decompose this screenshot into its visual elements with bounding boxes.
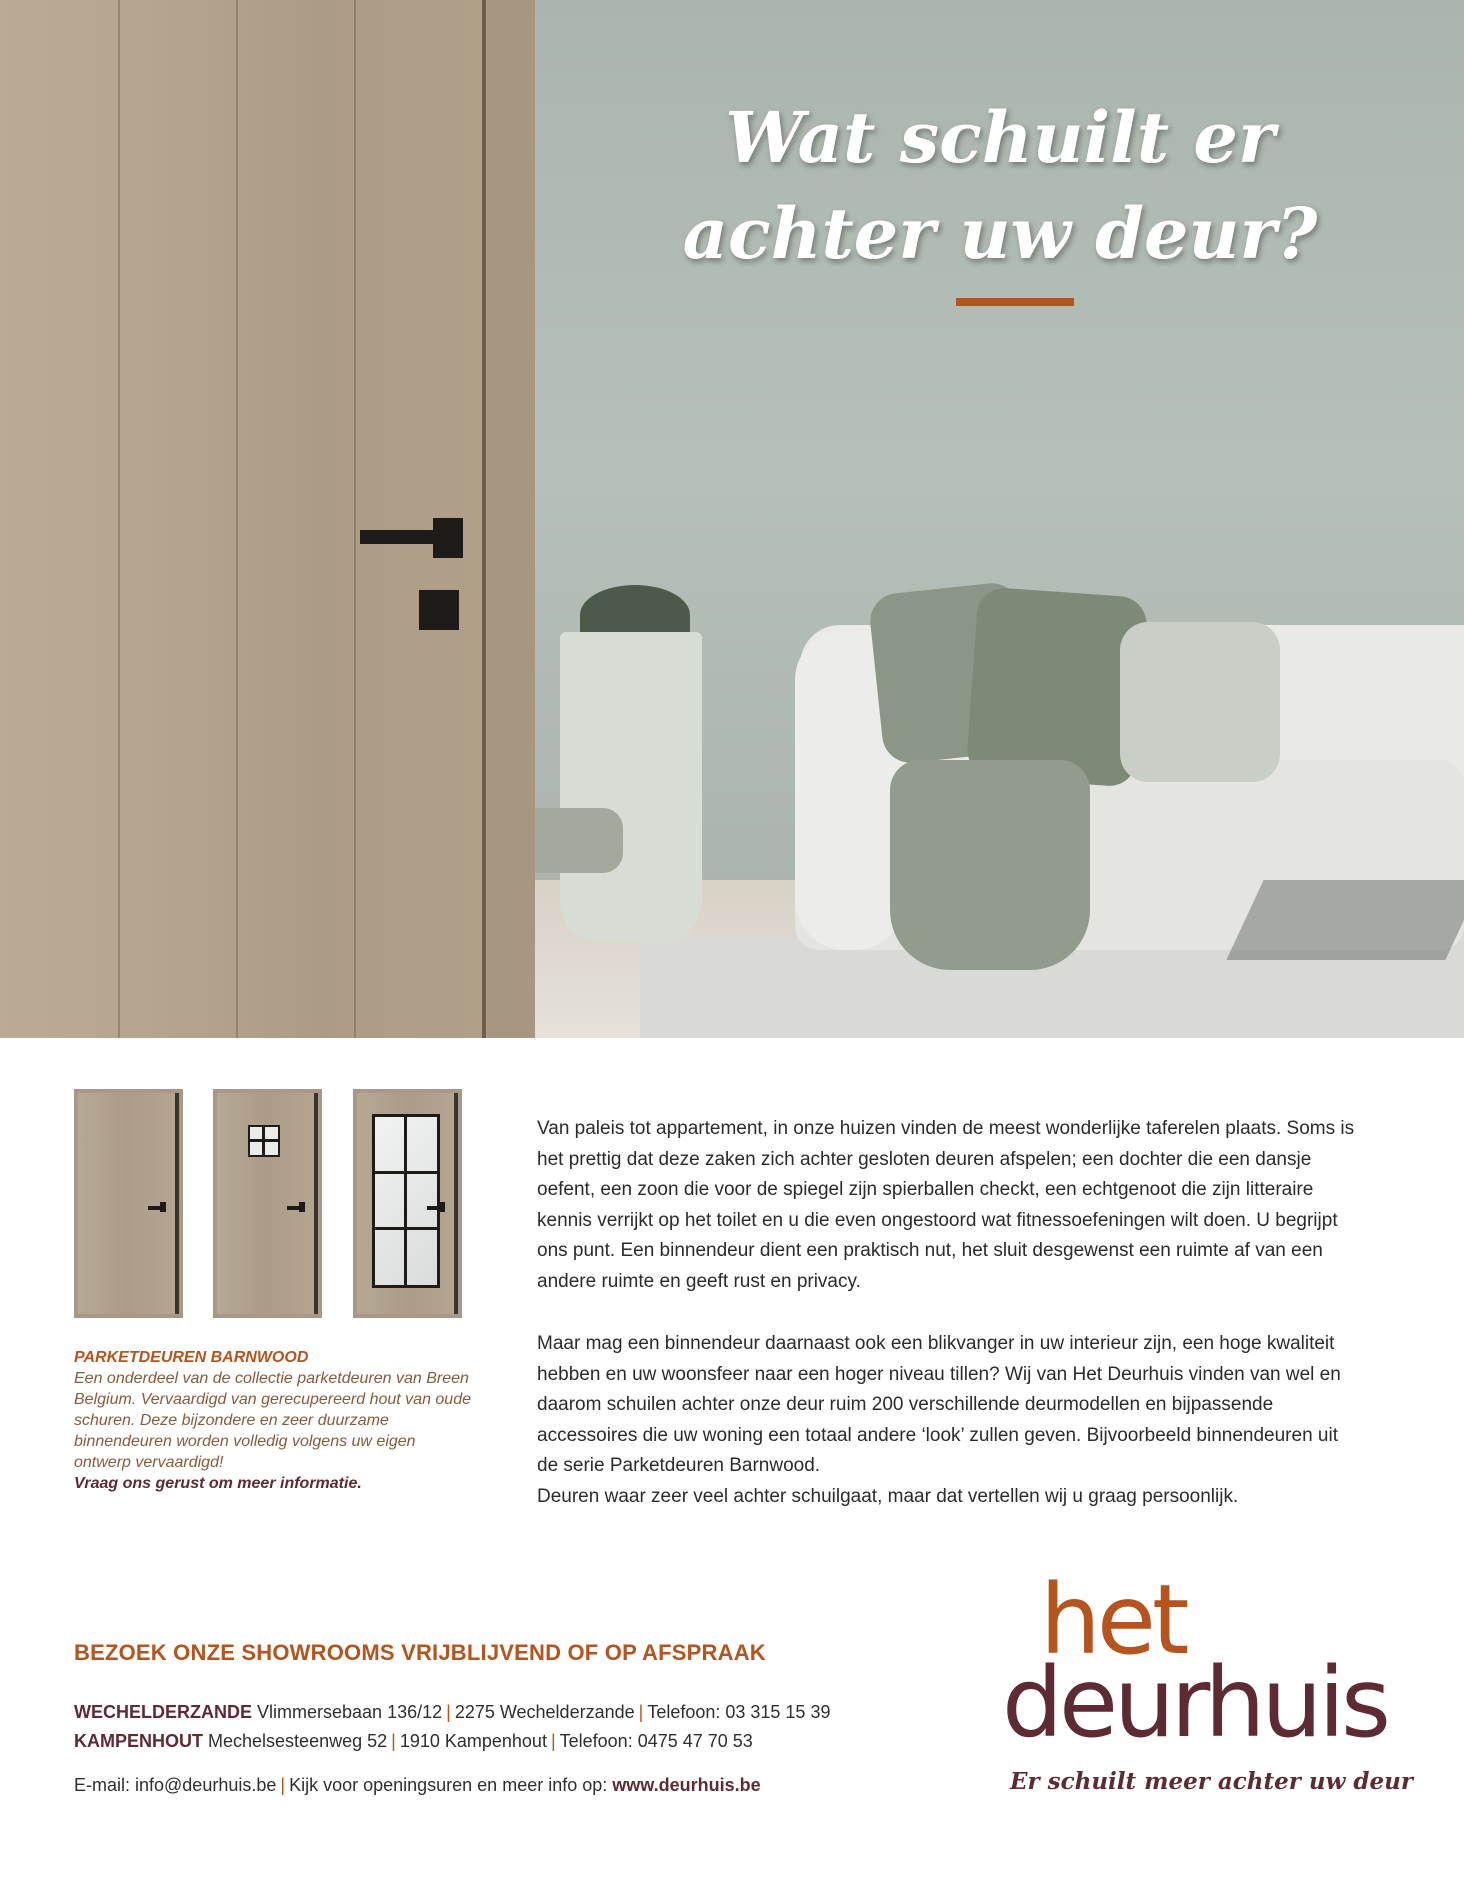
showroom-city: KAMPENHOUT — [74, 1731, 203, 1751]
wooden-door — [0, 0, 535, 1038]
door-frame-edge — [314, 1093, 318, 1314]
logo-word-deurhuis: deurhuis — [1002, 1647, 1387, 1759]
headline-line1: Wat schuilt er — [725, 96, 1275, 179]
plant-pot — [560, 632, 702, 942]
email-link[interactable]: E-mail: info@deurhuis.be — [74, 1775, 277, 1795]
stool — [535, 808, 623, 873]
article-body — [537, 1114, 1362, 1512]
product-caption — [74, 1347, 474, 1494]
door-handle-rose — [299, 1202, 305, 1212]
door-thumbnail-glass-panel — [353, 1089, 462, 1318]
separator: | — [638, 1702, 644, 1722]
paragraph-2-text: Maar mag een binnendeur daarnaast ook een blikvanger in uw interieur zijn, een hoge kwaliteit hebben en uw woonsfeer naar een hoger niveau tillen? Wij van Het Deurhuis vinden van wel en daarom schuilen achter onze deur ruim 200 verschillende deurmodellen en bijpassende accessoires die uw woning een totaal andere ‘look’ zullen geven. Bijvoorbeeld binnendeuren uit de serie Parketdeuren Barnwood. — [537, 1333, 1341, 1476]
paragraph-1: Van paleis tot appartement, in onze huizen vinden de meest wonderlijke taferelen plaats. Soms is het prettig dat deze zaken zich achter gesloten deuren afspelen; een dochter die een dansje oefent, een zoon die voor de spiegel zijn spierballen checkt, een echtgenoot die zijn litteraire kennis verrijkt op het toilet en u die even ongestoord wat fitnessoefeningen wilt doen. U begrijpt ons punt. Een binnendeur dient een praktisch nut, het sluit desgewenst een ruimte af van een andere ruimte en geeft rust en privacy. — [537, 1118, 1355, 1292]
showroom-postal: 2275 Wechelderzande — [454, 1702, 635, 1722]
headline — [640, 90, 1360, 282]
coffee-table — [1226, 880, 1464, 960]
door-handle-rose — [160, 1202, 166, 1212]
door-frame-edge — [175, 1093, 179, 1314]
door-thumbnail-small-window — [213, 1089, 322, 1318]
showroom-heading: BEZOEK ONZE SHOWROOMS VRIJBLIJVEND OF OP AFSPRAAK — [74, 1640, 766, 1665]
showroom-street: Mechelsesteenweg 52 — [208, 1731, 388, 1751]
showroom-phone[interactable]: Telefoon: 0475 47 70 53 — [559, 1731, 753, 1751]
plank-seam — [236, 0, 238, 1038]
showroom-phone[interactable]: Telefoon: 03 315 15 39 — [647, 1702, 831, 1722]
caption-body: Een onderdeel van de collectie parketdeuren van Breen Belgium. Vervaardigd van gerecupereerd hout van oude schuren. Deze bijzondere en zeer duurzame binnendeuren worden volledig volgens uw eigen ontwerp vervaardigd! — [74, 1370, 471, 1471]
logo-word-het: het — [1040, 1564, 1186, 1676]
paragraph-2-last: Deuren waar zeer veel achter schuilgaat, maar dat vertellen wij u graag persoonlijk. — [537, 1485, 1239, 1507]
headline-underline — [956, 298, 1074, 306]
caption-cta: Vraag ons gerust om meer informatie. — [74, 1475, 362, 1492]
headline-line2: achter uw deur? — [682, 192, 1318, 275]
door-handle — [360, 530, 450, 544]
caption-title: PARKETDEUREN BARNWOOD — [74, 1349, 309, 1366]
info-text: Kijk voor openingsuren en meer info op: — [289, 1775, 608, 1795]
door-frame — [482, 0, 486, 1038]
pillow — [1120, 622, 1280, 782]
showroom-address — [74, 1702, 830, 1723]
separator: | — [550, 1731, 556, 1751]
website-link[interactable]: www.deurhuis.be — [612, 1775, 761, 1795]
throw-blanket — [890, 760, 1090, 970]
glass-panel — [372, 1114, 440, 1288]
separator: | — [391, 1731, 396, 1751]
door-thumbnail-plain — [74, 1089, 183, 1318]
showroom-city: WECHELDERZANDE — [74, 1702, 252, 1722]
plank-seam — [354, 0, 356, 1038]
separator: | — [280, 1775, 286, 1795]
small-window — [248, 1125, 280, 1157]
keyhole-icon — [419, 590, 459, 630]
showroom-street: Vlimmersebaan 136/12 — [257, 1702, 443, 1722]
plank-seam — [118, 0, 120, 1038]
separator: | — [446, 1702, 451, 1722]
door-frame-edge — [454, 1093, 458, 1314]
contact-line — [74, 1775, 761, 1796]
showroom-postal: 1910 Kampenhout — [399, 1731, 547, 1751]
door-handle-rose — [439, 1202, 445, 1212]
door-edge — [487, 0, 535, 1038]
paragraph-2 — [537, 1329, 1362, 1512]
logo-tagline: Er schuilt meer achter uw deur — [1010, 1768, 1413, 1795]
showroom-address — [74, 1731, 753, 1752]
